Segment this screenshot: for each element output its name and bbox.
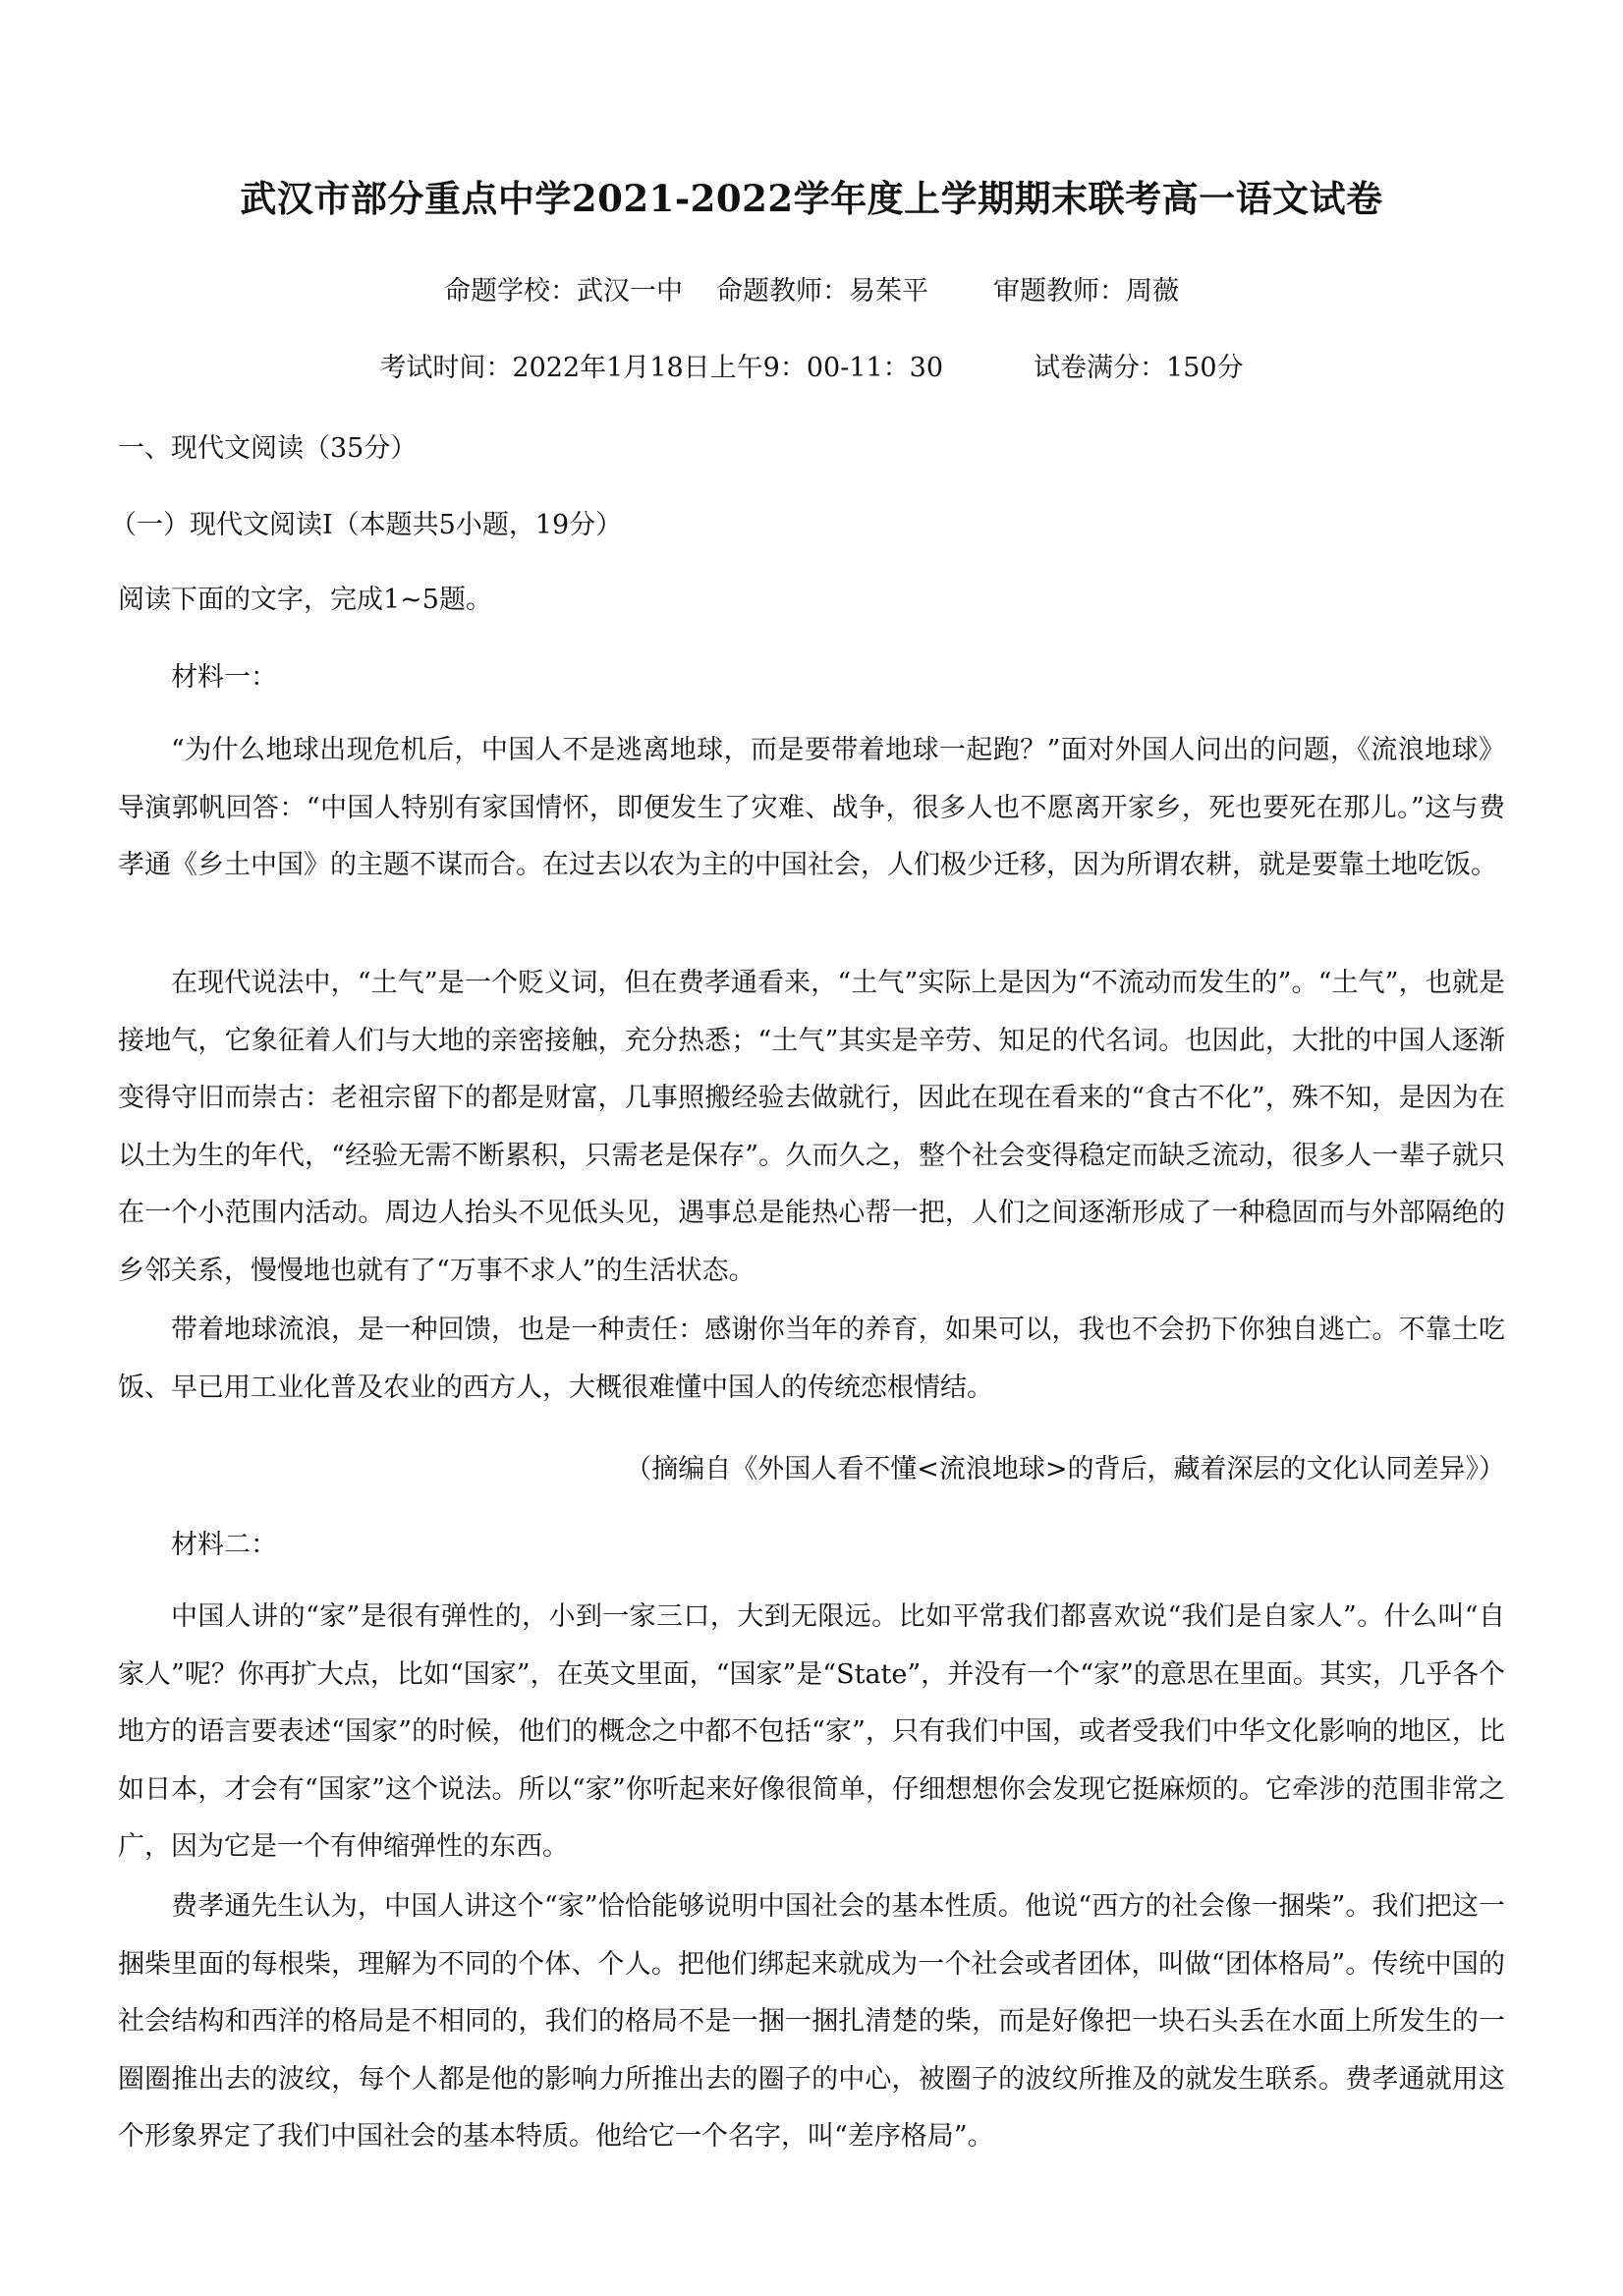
exam-full-score: 试卷满分：150分 xyxy=(1034,353,1244,383)
exam-teacher: 命题教师：易茱平 xyxy=(716,276,928,307)
exam-school: 命题学校：武汉一中 xyxy=(444,276,683,307)
material-two-paragraph-2: 费孝通先生认为，中国人讲这个“家”恰恰能够说明中国社会的基本性质。他说“西方的社会像一捆柴”。我们把这一捆柴里面的每根柴，理解为不同的个体、个人。把他们绑起来就成为一个社会或者团体，叫做“团体格局”。传统中国的社会结构和西洋的格局是不相同的，我们的格局不是一捆一捆扎清楚的柴，而是好像把一块石头丢在水面上所发生的一圈圈推出去的波纹，每个人都是他的影响力所推出去的圈子的中心，被圈子的波纹所推及的就发生联系。费孝通就用这个形象界定了我们中国社会的基本特质。他给它一个名字，叫“差序格局”。 xyxy=(118,1891,1505,2152)
material-one-paragraph-3: 带着地球流浪，是一种回馈，也是一种责任：感谢你当年的养育，如果可以，我也不会扔下你独自逃亡。不靠土吃饭、早已用工业化普及农业的西方人，大概很难懂中国人的传统恋根情结。 xyxy=(118,1315,1505,1403)
exam-title: 武汉市部分重点中学2021-2022学年度上学期期末联考高一语文试卷 xyxy=(240,177,1383,220)
section-heading: 一、现代文阅读（35分） xyxy=(118,433,418,464)
material-two-label: 材料二： xyxy=(171,1530,277,1560)
material-one-paragraph-1: “为什么地球出现危机后，中国人不是逃离地球，而是要带着地球一起跑？”面对外国人问出的问题，《流浪地球》导演郭帆回答：“中国人特别有家国情怀，即便发生了灾难、战争，很多人也不愿离开家乡，死也要死在那儿。”这与费孝通《乡土中国》的主题不谋而合。在过去以农为主的中国社会，人们极少迁移，因为所谓农耕，就是要靠土地吃饭。 xyxy=(118,735,1505,880)
exam-authors-line xyxy=(0,269,1623,308)
reading-instruction: 阅读下面的文字，完成1~5题。 xyxy=(118,585,492,615)
exam-time: 考试时间：2022年1月18日上午9：00-11：30 xyxy=(379,353,944,383)
exam-reviewer: 审题教师：周薇 xyxy=(993,276,1179,307)
subsection-heading: （一）现代文阅读I（本题共5小题，19分） xyxy=(110,510,623,540)
material-one-source: （摘编自《外国人看不懂<流浪地球>的背后，藏着深层的文化认同差异》） xyxy=(625,1454,1505,1484)
material-one-paragraph-2: 在现代说法中，“土气”是一个贬义词，但在费孝通看来，“土气”实际上是因为“不流动而发生的”。“土气”，也就是接地气，它象征着人们与大地的亲密接触，充分热悉；“土气”其实是辛劳、知足的代名词。也因此，大批的中国人逐渐变得守旧而崇古：老祖宗留下的都是财富，几事照搬经验去做就行，因此在现在看来的“食古不化”，殊不知，是因为在以土为生的年代，“经验无需不断累积，只需老是保存”。久而久之，整个社会变得稳定而缺乏流动，很多人一辈子就只在一个小范围内活动。周边人抬头不见低头见，遇事总是能热心帮一把，人们之间逐渐形成了一种稳固而与外部隔绝的乡邻关系，慢慢地也就有了“万事不求人”的生活状态。 xyxy=(118,968,1505,1286)
material-two-paragraph-1: 中国人讲的“家”是很有弹性的，小到一家三口，大到无限远。比如平常我们都喜欢说“我们是自家人”。什么叫“自家人”呢？你再扩大点，比如“国家”，在英文里面，“国家”是“State”，并没有一个“家”的意思在里面。其实，几乎各个地方的语言要表述“国家”的时候，他们的概念之中都不包括“家”，只有我们中国，或者受我们中华文化影响的地区，比如日本，才会有“国家”这个说法。所以“家”你听起来好像很简单，仔细想想你会发现它挺麻烦的。它牵涉的范围非常之广，因为它是一个有伸缩弹性的东西。 xyxy=(118,1601,1505,1862)
material-one-label: 材料一： xyxy=(171,662,277,693)
exam-schedule-line xyxy=(0,346,1623,384)
